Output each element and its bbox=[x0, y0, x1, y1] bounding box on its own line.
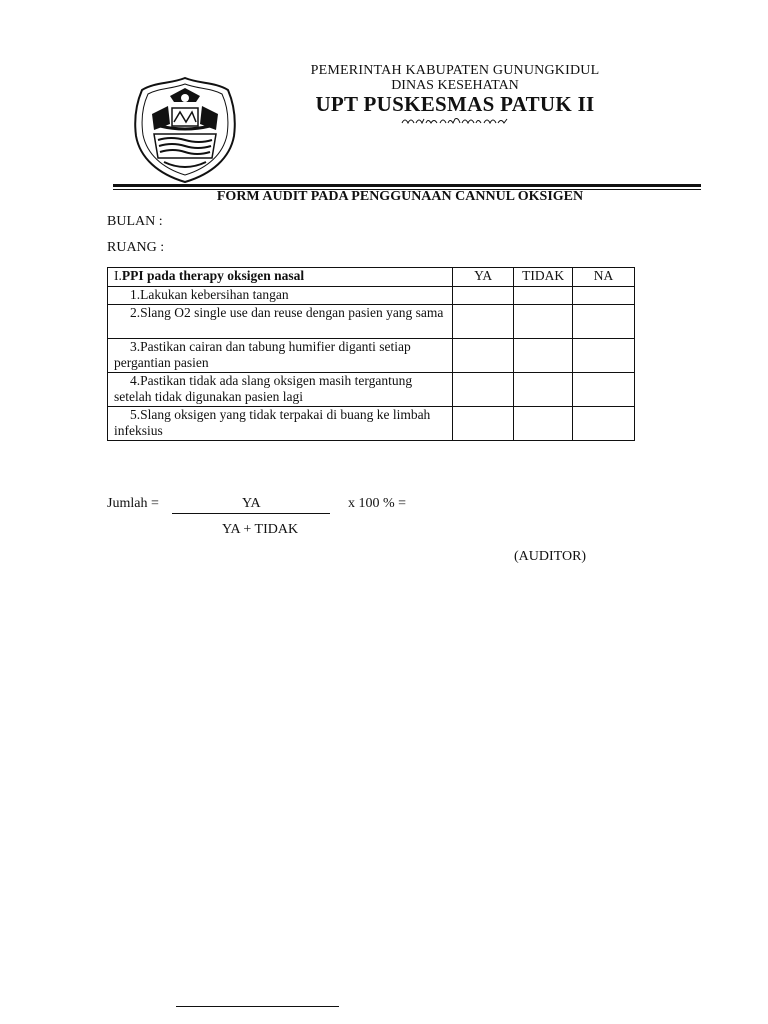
table-row bbox=[108, 339, 635, 373]
item-number: 2. bbox=[130, 305, 141, 320]
bulan-label: BULAN : bbox=[107, 214, 163, 229]
signature-line bbox=[176, 1006, 339, 1007]
regency-coat-of-arms-logo bbox=[130, 74, 240, 186]
item-text bbox=[108, 339, 453, 373]
item-text bbox=[108, 373, 453, 407]
formula-numerator: YA bbox=[242, 496, 261, 511]
item-description: Pastikan cairan dan tabung humifier diganti setiap pergantian pasien bbox=[114, 339, 411, 370]
cell-tidak[interactable] bbox=[514, 373, 573, 407]
cell-na[interactable] bbox=[573, 373, 635, 407]
column-tidak: TIDAK bbox=[514, 268, 573, 287]
item-text bbox=[108, 407, 453, 441]
cell-tidak[interactable] bbox=[514, 407, 573, 441]
cell-ya[interactable] bbox=[453, 373, 514, 407]
column-na: NA bbox=[573, 268, 635, 287]
section-title: PPI pada therapy oksigen nasal bbox=[121, 268, 305, 283]
cell-tidak[interactable] bbox=[514, 339, 573, 373]
item-description: Lakukan kebersihan tangan bbox=[140, 287, 289, 302]
ruang-label: RUANG : bbox=[107, 240, 165, 255]
cell-tidak[interactable] bbox=[514, 287, 573, 305]
table-row bbox=[108, 373, 635, 407]
formula-label: Jumlah = bbox=[107, 496, 159, 511]
formula-denominator: YA + TIDAK bbox=[222, 522, 299, 537]
cell-na[interactable] bbox=[573, 407, 635, 441]
item-text bbox=[108, 305, 453, 339]
fraction-line bbox=[172, 513, 330, 514]
item-text bbox=[108, 287, 453, 305]
cell-tidak[interactable] bbox=[514, 305, 573, 339]
table-row bbox=[108, 287, 635, 305]
cell-na[interactable] bbox=[573, 305, 635, 339]
cell-ya[interactable] bbox=[453, 305, 514, 339]
item-number: 4. bbox=[130, 373, 141, 388]
form-title: FORM AUDIT PADA PENGGUNAAN CANNUL OKSIGEN bbox=[216, 189, 584, 204]
formula-multiplier: x 100 % = bbox=[348, 496, 407, 511]
table-row bbox=[108, 305, 635, 339]
item-number: 3. bbox=[130, 339, 141, 354]
header-institution: UPT PUSKESMAS PATUK II bbox=[315, 92, 595, 116]
cell-na[interactable] bbox=[573, 339, 635, 373]
section-prefix: I. bbox=[114, 268, 122, 283]
cell-ya[interactable] bbox=[453, 287, 514, 305]
cell-na[interactable] bbox=[573, 287, 635, 305]
table-header-row bbox=[108, 268, 635, 287]
section-header bbox=[108, 268, 453, 287]
javanese-script-decoration bbox=[400, 115, 510, 127]
audit-table bbox=[107, 267, 635, 441]
item-description: Pastikan tidak ada slang oksigen masih tergantung setelah tidak digunakan pasien lagi bbox=[114, 373, 413, 404]
column-ya: YA bbox=[453, 268, 514, 287]
item-number: 5. bbox=[130, 407, 141, 422]
item-description: Slang oksigen yang tidak terpakai di buang ke limbah infeksius bbox=[114, 407, 431, 438]
item-description: Slang O2 single use dan reuse dengan pasien yang sama bbox=[140, 305, 444, 320]
auditor-label: (AUDITOR) bbox=[514, 549, 587, 564]
cell-ya[interactable] bbox=[453, 407, 514, 441]
header-government: PEMERINTAH KABUPATEN GUNUNGKIDUL bbox=[310, 63, 600, 78]
header-department: DINAS KESEHATAN bbox=[391, 78, 519, 93]
table-row bbox=[108, 407, 635, 441]
item-number: 1. bbox=[130, 287, 141, 302]
cell-ya[interactable] bbox=[453, 339, 514, 373]
header-divider-thick bbox=[113, 184, 701, 187]
